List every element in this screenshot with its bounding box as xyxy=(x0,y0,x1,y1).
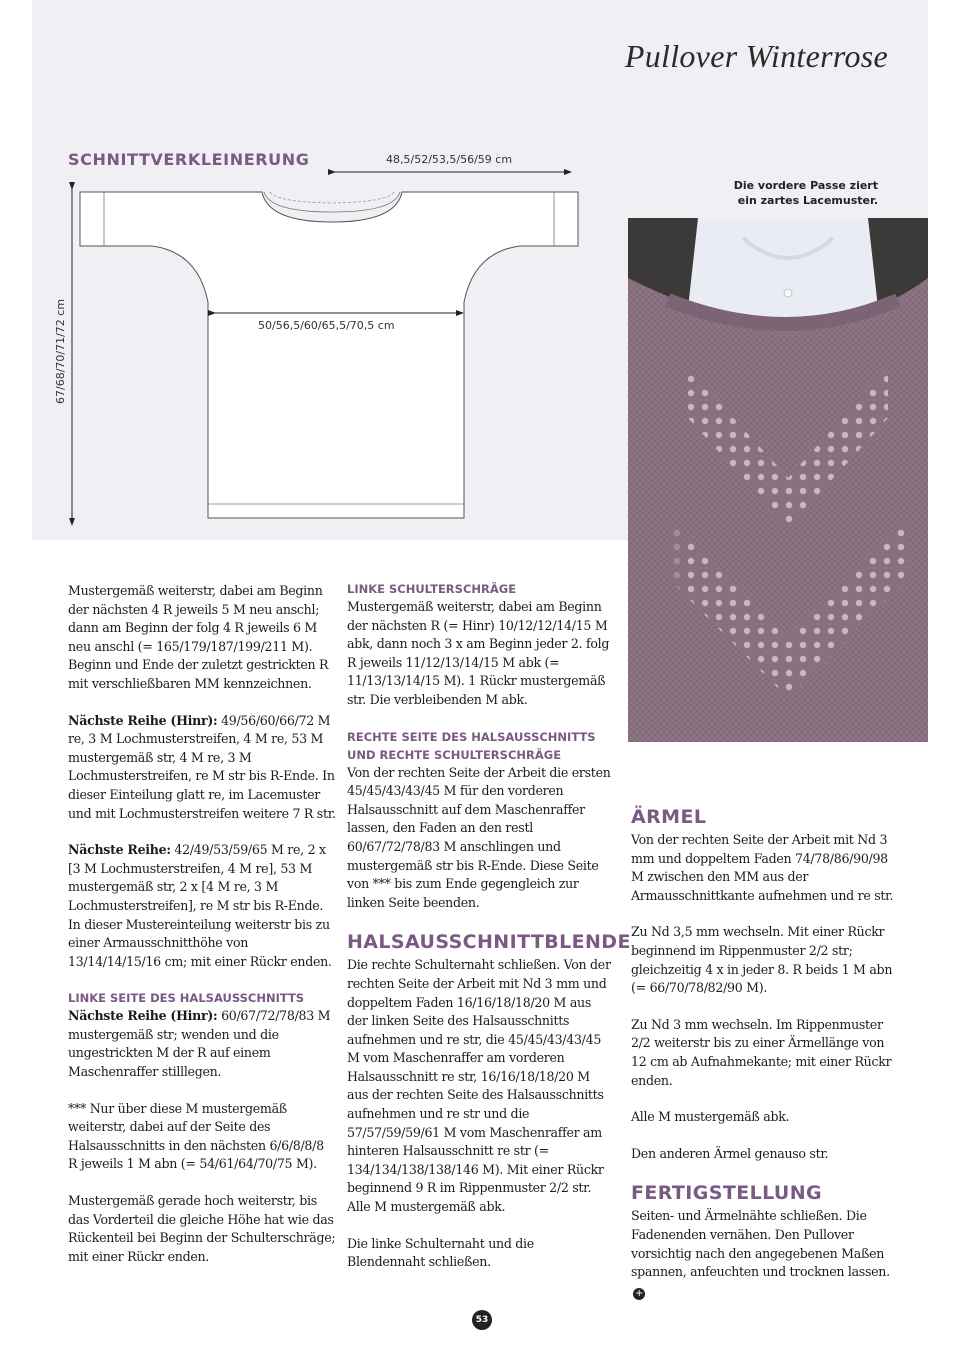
instruction-paragraph: Mustergemäß weiterstr, dabei am Beginn der nächsten 4 R jeweils 5 M neu anschl; dann am Beginn der folg 4 R jeweils 6 M neu anschl (= 165/179/187/199/211 M). Beginn und Ende der zuletzt gestrickten R mit verschließbaren MM kennzeichnen. xyxy=(68,583,329,691)
body-width-label: 50/56,5/60/65,5/70,5 cm xyxy=(258,319,395,332)
end-marker-icon: + xyxy=(634,1287,644,1299)
instruction-paragraph: Den anderen Ärmel genauso str. xyxy=(631,1145,829,1161)
photo-caption: Die vordere Passe ziert ein zartes Lacemuster. xyxy=(733,179,878,207)
sweater-photo xyxy=(628,218,928,742)
instruction-paragraph: Von der rechten Seite der Arbeit mit Nd 3 mm und doppeltem Faden 74/78/86/90/98 M zwischen den MM aus der Armausschnittkante aufnehmen und re str. xyxy=(631,832,894,903)
instruction-paragraph: Die linke Schulternaht und die Blendennaht schließen. xyxy=(347,1235,534,1270)
page-title: Pullover Winterrose xyxy=(624,38,888,74)
top-width-label: 48,5/52/53,5/56/59 cm xyxy=(386,153,513,166)
instruction-paragraph: Zu Nd 3,5 mm wechseln. Mit einer Rückr beginnend im Rippenmuster 2/2 str; gleichzeitig 4 x in jeder 8. R beids 1 M abn (= 66/70/78/82/90 M). xyxy=(631,924,893,996)
section-heading: FERTIGSTELLUNG xyxy=(631,1182,823,1205)
section-subheading: LINKE SEITE DES HALSAUSSCHNITTS xyxy=(68,991,305,1006)
schematic-heading: SCHNITTVERKLEINERUNG xyxy=(68,150,310,169)
instruction-paragraph: Nächste Reihe (Hinr): 60/67/72/78/83 M mustergemäß str; wenden und die ungestrickten M der R auf einem Maschenraffer stilllegen. xyxy=(68,1008,331,1080)
section-heading: HALSAUSSCHNITTBLENDE xyxy=(347,931,631,954)
instruction-paragraph: Seiten- und Ärmelnähte schließen. Die Fadenenden vernähen. Den Pullover vorsichtig nach den angegebenen Maßen spannen, anfeuchten und trocknen lassen. + xyxy=(631,1208,890,1299)
garment-schematic xyxy=(40,150,600,540)
section-heading: ÄRMEL xyxy=(631,806,707,828)
row-label: Nächste Reihe (Hinr): xyxy=(68,1008,218,1024)
column-1 xyxy=(68,582,336,1284)
row-label: Nächste Reihe: xyxy=(68,842,171,858)
section-subheading: RECHTE SEITE DES HALSAUSSCHNITTS UND RECHTE SCHULTERSCHRÄGE xyxy=(347,729,596,762)
page-number: 53 xyxy=(472,1310,492,1330)
instruction-paragraph: *** Nur über diese M mustergemäß weiterstr, dabei auf der Seite des Halsausschnitts in den nächsten 6/6/8/8/8 R jeweils 1 M abn (= 54/61/64/70/75 M). xyxy=(68,1100,324,1172)
instruction-paragraph: Mustergemäß gerade hoch weiterstr, bis das Vorderteil die gleiche Höhe hat wie das Rückenteil bei Beginn der Schulterschräge; mit einer Rückr enden. xyxy=(68,1193,336,1264)
instruction-paragraph: Zu Nd 3 mm wechseln. Im Rippenmuster 2/2 weiterstr bis zu einer Ärmellänge von 12 cm ab Aufnahmekante; mit einer Rückr enden. xyxy=(631,1016,892,1088)
section-subheading: LINKE SCHULTERSCHRÄGE xyxy=(347,582,517,596)
instruction-paragraph: Von der rechten Seite der Arbeit die ersten 45/45/43/43/45 M für den vorderen Halsausschnitt auf dem Maschenraffer lassen, den Faden an den restl 60/67/72/78/83 M anschlingen und mustergemäß str bis R-Ende. Diese Seite von *** bis zum Ende gegengleich zur linken Seite beenden. xyxy=(347,764,611,910)
body-outline xyxy=(80,192,578,518)
column-2 xyxy=(347,580,631,1290)
column-3 xyxy=(631,805,899,1318)
instruction-paragraph: Nächste Reihe (Hinr): 49/56/60/66/72 M re, 3 M Lochmusterstreifen, 4 M re, 53 M mustergemäß str, 4 M re, 3 M Lochmusterstreifen, re M str bis R-Ende. In dieser Einteilung glatt re, im Lacemuster und mit Lochmusterstreifen weitere 7 R str. xyxy=(68,712,336,821)
instruction-paragraph: Mustergemäß weiterstr, dabei am Beginn der nächsten R (= Hinr) 10/12/12/14/15 M abk, dann noch 3 x am Beginn jeder 2. folg R jeweils 11/12/13/14/15 M abk (= 11/13/13/14/15 M). 1 Rückr mustergemäß str. Die verbleibenden M abk. xyxy=(347,599,610,707)
instruction-paragraph: Die rechte Schulternaht schließen. Von der rechten Seite der Arbeit mit Nd 3 mm und doppeltem Faden 16/16/18/18/20 M aus der linken Seite des Halsausschnitts aufnehmen und re str, die 45/45/43/43/45 M vom Maschenraffer am vorderen Halsausschnitt re str, 16/16/18/18/20 M aus der rechten Seite des Halsausschnitts aufnehmen und re str und die 57/57/59/59/61 M vom Maschenraffer am hinteren Halsausschnitt re str (= 134/134/138/138/146 M). Mit einer Rückr beginnend 9 R im Rippenmuster 2/2 str. Alle M mustergemäß abk. xyxy=(347,957,611,1215)
instruction-paragraph: Alle M mustergemäß abk. xyxy=(631,1109,790,1125)
row-label: Nächste Reihe (Hinr): xyxy=(68,712,218,728)
instruction-paragraph: Nächste Reihe: 42/49/53/59/65 M re, 2 x [3 M Lochmusterstreifen, 4 M re], 53 M mustergemäß str, 2 x [4 M re, 3 M Lochmusterstreifen], re M str bis R-Ende. In dieser Mustereinteilung weiterstr bis zu einer Armausschnitthöhe von 13/14/14/15/16 cm; mit einer Rückr enden. xyxy=(68,842,332,969)
height-label: 67/68/70/71/72 cm xyxy=(54,298,67,404)
